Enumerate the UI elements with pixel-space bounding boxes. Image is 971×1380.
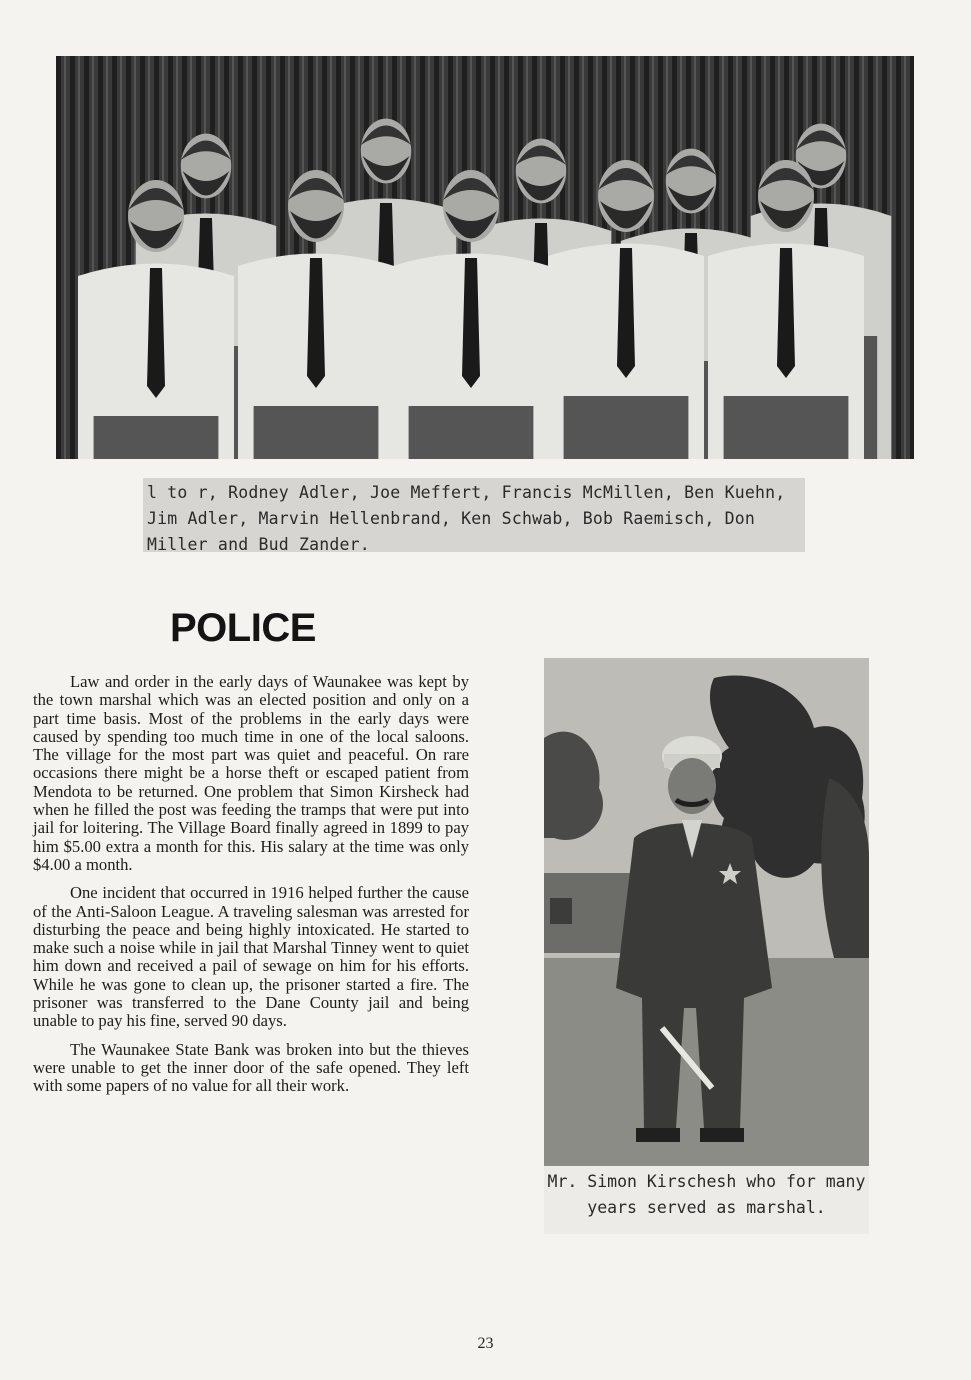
paragraph: Law and order in the early days of Waunakee was kept by the town marshal which was an elected position and only on a part time basis. Most of the problems in the early days were caused by spending too much time in one of the local saloons. The village for the most part was quiet and peaceful. On rare occasions there might be a horse theft or escaped patient from Mendota to be returned. One problem that Simon Kirsheck had when he filled the post was feeding the tramps that were put into jail for loitering. The Village Board finally agreed in 1899 to pay him $5.00 extra a month for this. His salary at the time was only $4.00 a month. [33,672,469,874]
paragraph: One incident that occurred in 1916 helped further the cause of the Anti-Saloon League. A traveling salesman was arrested for disturbing the peace and being highly intoxicated. He started to make such a noise while in jail that Marshal Tinney went to quiet him down and received a pail of sewage on him for his efforts. While he was gone to clean up, the prisoner started a fire. The prisoner was transferred to the Dane County jail and being unable to pay his fine, served 90 days. [33,883,469,1031]
page-number: 23 [477,1335,494,1352]
article-body [33,673,469,1106]
group-photo-image [56,56,914,459]
marshal-photo [544,658,869,1166]
marshal-photo-image [544,658,869,1166]
marshal-photo-caption: Mr. Simon Kirschesh who for many years served as marshal. [544,1166,869,1234]
section-title: POLICE [170,606,316,650]
group-photo [56,56,914,459]
paragraph: The Waunakee State Bank was broken into but the thieves were unable to get the inner door of the safe opened. They left with some papers of no value for all their work. [33,1039,469,1096]
group-photo-caption: l to r, Rodney Adler, Joe Meffert, Francis McMillen, Ben Kuehn, Jim Adler, Marvin Hellenbrand, Ken Schwab, Bob Raemisch, Don Miller and Bud Zander. [143,478,805,552]
